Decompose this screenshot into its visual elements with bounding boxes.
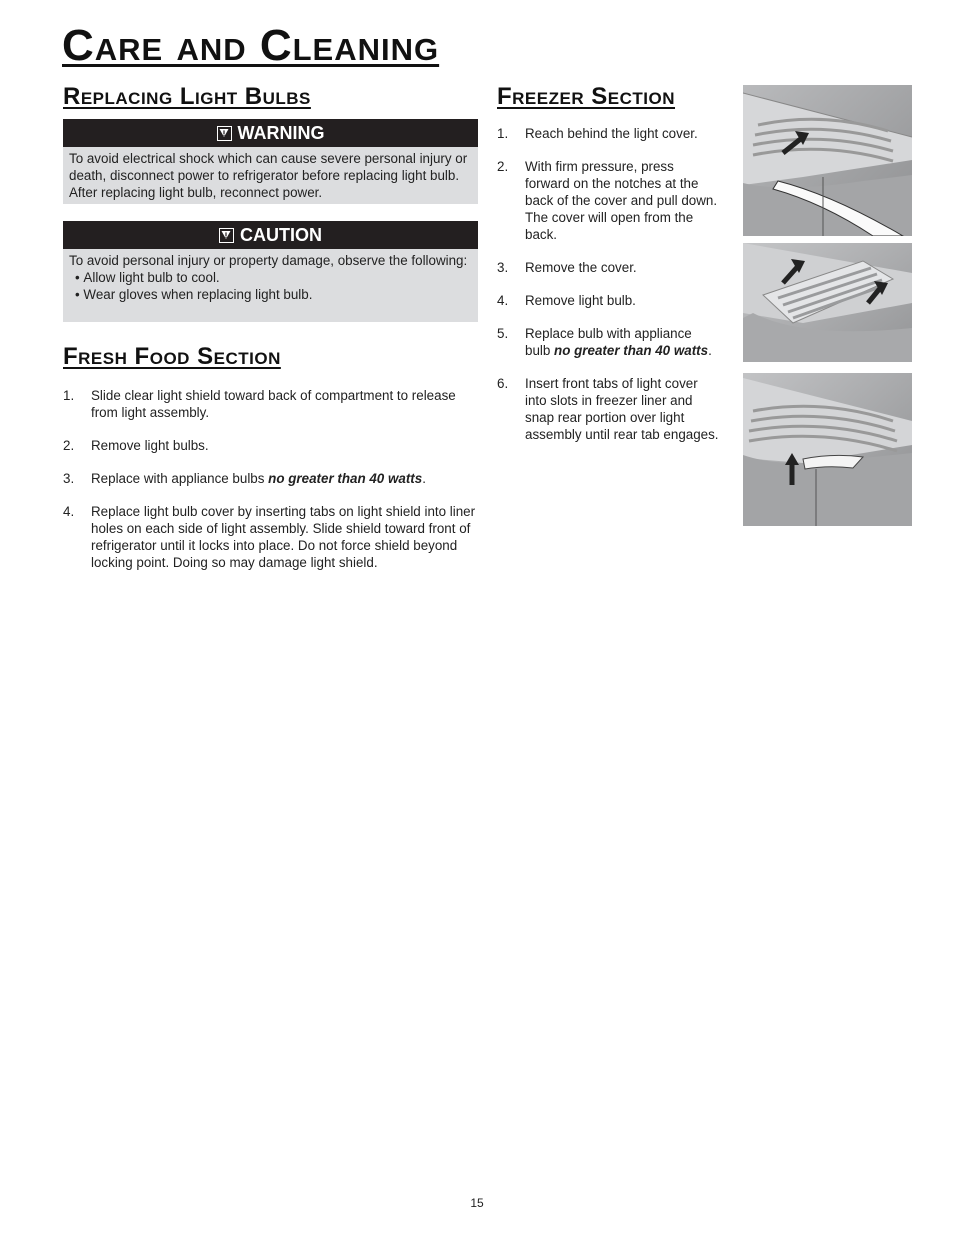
freezer-light-illustration-open [743,243,912,362]
list-item: 3. Replace with appliance bulbs no greater than 40 watts. [63,471,426,486]
caution-bullet: • Allow light bulb to cool. [75,270,220,285]
list-item: 1. Slide clear light shield toward back of compartment to release from light assembly. [63,388,456,420]
warning-icon [217,126,232,141]
freezer-steps [497,125,719,459]
list-item: 6. Insert front tabs of light cover into slots in freezer liner and snap rear portion over light assembly until rear tab engages. [497,376,719,442]
list-item: 4. Replace light bulb cover by inserting tabs on light shield into liner holes on each side of light assembly. Slide shield toward front of refrigerator until it locks into place. Do not force shield beyond locking point. Doing so may damage light shield. [63,504,476,570]
caution-body [63,249,478,322]
fresh-food-steps [63,387,481,587]
caution-header [63,221,478,249]
replacing-light-bulbs-heading: Replacing Light Bulbs [63,83,311,110]
page-title: Care and Cleaning [62,21,440,70]
caution-icon [219,228,234,243]
caution-label: CAUTION [240,224,322,245]
caution-bullet: • Wear gloves when replacing light bulb. [75,287,313,302]
page-number: 15 [470,1196,484,1210]
list-item: 5. Replace bulb with appliance bulb no greater than 40 watts. [497,326,712,358]
freezer-heading: Freezer Section [497,83,676,110]
freezer-light-illustration-insert [743,373,912,526]
list-item: 3. Remove the cover. [497,260,637,275]
freezer-light-illustration-reach [743,85,912,236]
warning-header [63,119,478,147]
list-item: 4. Remove light bulb. [497,293,636,308]
warning-text: To avoid electrical shock which can cause severe personal injury or death, disconnect power to refrigerator before replacing light bulb. After replacing light bulb, reconnect power. [63,147,478,204]
fresh-food-heading: Fresh Food Section [63,343,281,370]
list-item: 2. With firm pressure, press forward on the notches at the back of the cover and pull down. The cover will open from the back. [497,159,718,242]
list-item: 1. Reach behind the light cover. [497,126,698,141]
caution-intro: To avoid personal injury or property damage, observe the following: [69,253,468,268]
warning-label: WARNING [237,122,325,143]
list-item: 2. Remove light bulbs. [63,438,209,453]
